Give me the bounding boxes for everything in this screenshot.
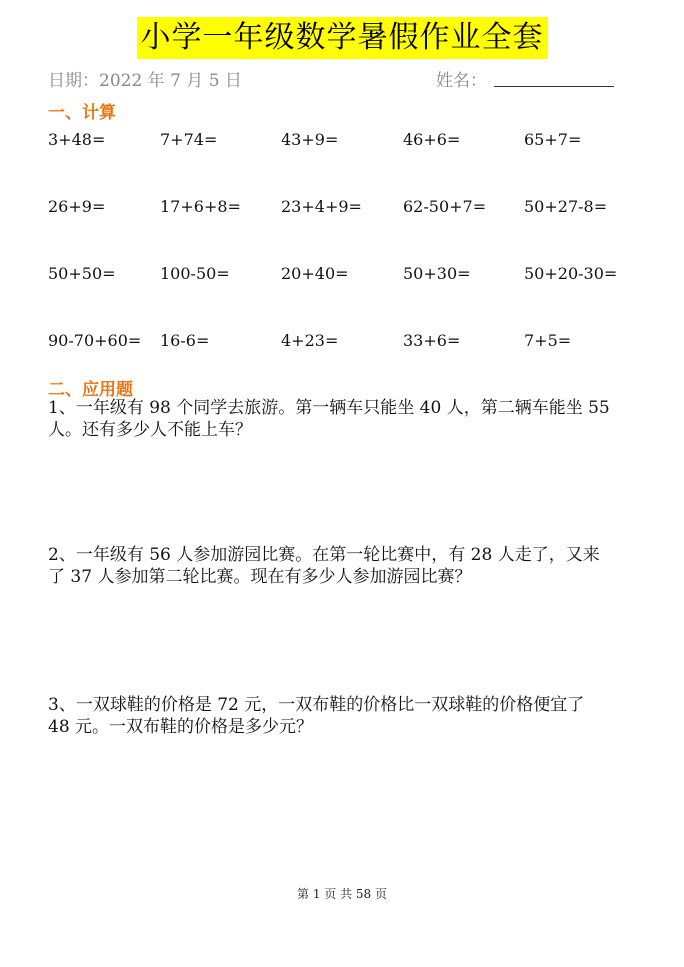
calc-item: 3+48=	[48, 130, 106, 149]
problem-line: 3、一双球鞋的价格是 72 元，一双布鞋的价格比一双球鞋的价格便宜了	[48, 695, 585, 715]
calc-item: 50+50=	[48, 264, 116, 283]
page-title: 小学一年级数学暑假作业全套	[137, 17, 548, 59]
calc-row	[48, 331, 648, 398]
calc-item: 43+9=	[281, 130, 339, 149]
problem-line: 48 元。一双布鞋的价格是多少元？	[48, 717, 314, 737]
meta-row	[48, 66, 648, 90]
word-problem-2	[48, 544, 644, 588]
calc-row	[48, 197, 648, 264]
calc-grid	[48, 130, 648, 398]
title-wrap	[0, 17, 684, 59]
section-heading-word-problems: 二、应用题	[48, 380, 133, 400]
calc-item: 50+30=	[403, 264, 471, 283]
calc-item: 4+23=	[281, 331, 339, 350]
problem-line: 1、一年级有 98 个同学去旅游。第一辆车只能坐 40 人，第二辆车能坐 55	[48, 398, 610, 418]
calc-row	[48, 130, 648, 197]
name-label: 姓名：	[436, 71, 487, 91]
calc-item: 17+6+8=	[160, 197, 241, 216]
calc-item: 26+9=	[48, 197, 106, 216]
calc-item: 90-70+60=	[48, 331, 142, 350]
calc-item: 33+6=	[403, 331, 461, 350]
date-label: 日期：2022 年 7 月 5 日	[48, 71, 242, 91]
calc-item: 23+4+9=	[281, 197, 362, 216]
page-footer: 第 1 页 共 58 页	[297, 887, 387, 901]
problem-line: 了 37 人参加第二轮比赛。现在有多少人参加游园比赛？	[48, 567, 472, 587]
problem-line: 人。还有多少人不能上车？	[48, 420, 252, 440]
problem-line: 2、一年级有 56 人参加游园比赛。在第一轮比赛中，有 28 人走了，又来	[48, 545, 600, 565]
calc-row	[48, 264, 648, 331]
calc-item: 62-50+7=	[403, 197, 487, 216]
calc-item: 7+5=	[524, 331, 572, 350]
word-problem-1	[48, 397, 644, 441]
calc-item: 20+40=	[281, 264, 349, 283]
calc-item: 46+6=	[403, 130, 461, 149]
calc-item: 65+7=	[524, 130, 582, 149]
section-heading-calc: 一、计算	[48, 103, 116, 123]
calc-item: 7+74=	[160, 130, 218, 149]
name-blank-line	[494, 86, 614, 87]
calc-item: 50+27-8=	[524, 197, 608, 216]
calc-item: 16-6=	[160, 331, 210, 350]
calc-item: 100-50=	[160, 264, 230, 283]
word-problem-3	[48, 694, 644, 738]
calc-item: 50+20-30=	[524, 264, 618, 283]
